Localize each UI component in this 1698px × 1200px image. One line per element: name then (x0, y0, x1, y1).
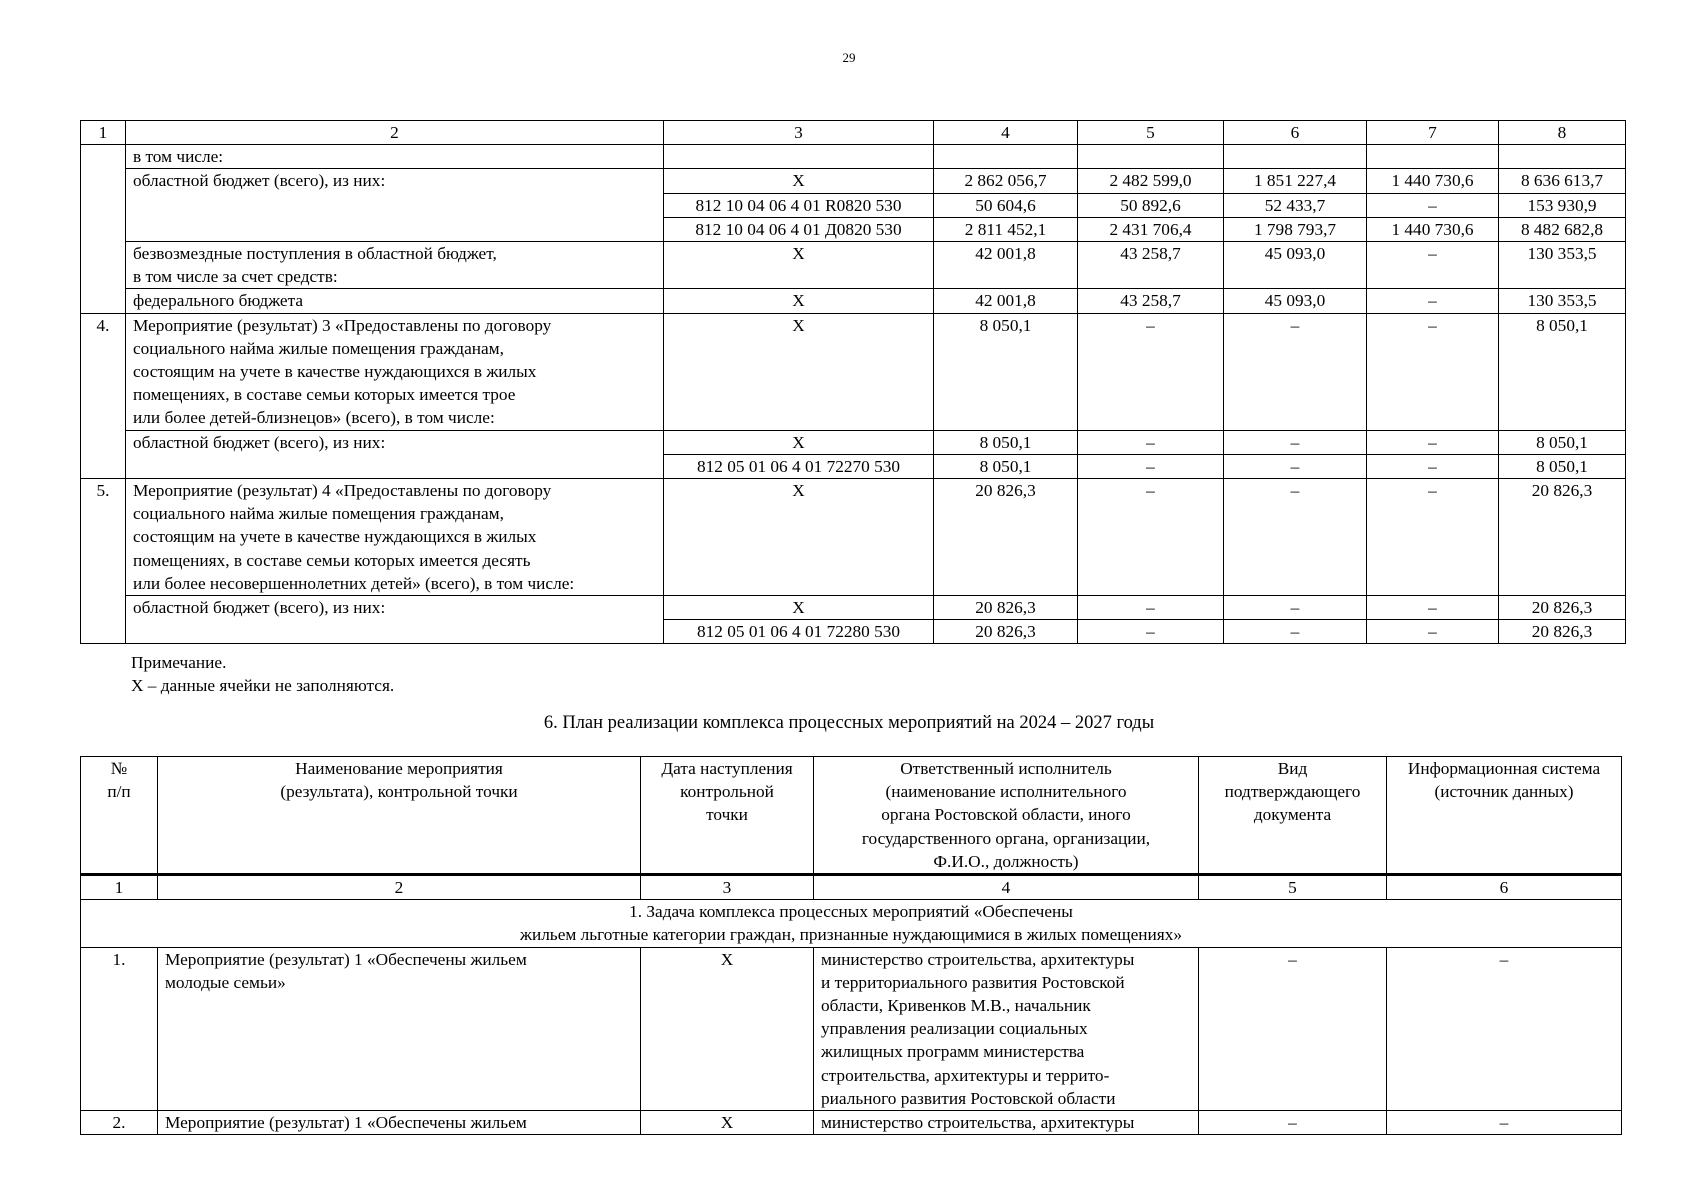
value-cell: 20 826,3 (1499, 479, 1626, 596)
code-cell: X (664, 596, 934, 620)
table-row (81, 947, 1622, 1110)
value-cell: 20 826,3 (934, 596, 1078, 620)
budget-col-header: 8 (1499, 121, 1626, 145)
value-cell: 20 826,3 (934, 479, 1078, 596)
value-cell: 130 353,5 (1499, 242, 1626, 289)
plan-col-header-system: Информационная система (источник данных) (1387, 757, 1622, 875)
budget-col-header: 2 (126, 121, 664, 145)
plan-row-doc: – (1199, 947, 1387, 1110)
plan-task-row (81, 900, 1622, 947)
plan-row-system: – (1387, 947, 1622, 1110)
row-label: безвозмездные поступления в областной бюджет, в том числе за счет средств: (126, 242, 664, 289)
value-cell: – (1078, 313, 1224, 430)
value-cell: 153 930,9 (1499, 193, 1626, 217)
value-cell: – (1078, 479, 1224, 596)
plan-number-row (81, 875, 1622, 900)
code-cell: X (664, 289, 934, 313)
plan-col-header-doc: Вид подтверждающего документа (1199, 757, 1387, 875)
value-cell: 20 826,3 (1499, 596, 1626, 620)
code-cell: 812 05 01 06 4 01 72270 530 (664, 454, 934, 478)
row-label: в том числе: (126, 145, 664, 169)
budget-col-header: 6 (1224, 121, 1367, 145)
value-cell: 8 482 682,8 (1499, 217, 1626, 241)
plan-row-date: X (641, 1111, 814, 1135)
plan-col-number: 4 (814, 875, 1199, 900)
table-row (81, 169, 1626, 193)
value-cell: 8 050,1 (934, 430, 1078, 454)
plan-col-number: 2 (158, 875, 641, 900)
value-cell: 45 093,0 (1224, 242, 1367, 289)
table-row (81, 479, 1626, 596)
value-cell: 43 258,7 (1078, 289, 1224, 313)
value-cell: 2 482 599,0 (1078, 169, 1224, 193)
plan-row-number: 2. (81, 1111, 158, 1135)
value-cell: 8 050,1 (1499, 454, 1626, 478)
note-title: Примечание. (131, 653, 227, 672)
value-cell: 1 798 793,7 (1224, 217, 1367, 241)
value-cell: – (1224, 596, 1367, 620)
code-cell: 812 10 04 06 4 01 Д0820 530 (664, 217, 934, 241)
plan-col-header-responsible: Ответственный исполнитель (наименование исполнительного органа Ростовской области, иного государственного органа, организации, Ф.И.О., должность) (814, 757, 1199, 875)
note (131, 651, 394, 697)
value-cell: 8 050,1 (934, 313, 1078, 430)
value-cell: – (1078, 430, 1224, 454)
value-cell: 45 093,0 (1224, 289, 1367, 313)
value-cell: – (1078, 596, 1224, 620)
code-cell: X (664, 430, 934, 454)
row-label: федерального бюджета (126, 289, 664, 313)
budget-col-header: 4 (934, 121, 1078, 145)
budget-table (80, 120, 1626, 644)
value-cell: 130 353,5 (1499, 289, 1626, 313)
value-cell: – (1367, 454, 1499, 478)
code-cell: 812 10 04 06 4 01 R0820 530 (664, 193, 934, 217)
value-cell: 2 811 452,1 (934, 217, 1078, 241)
plan-col-header-date: Дата наступления контрольной точки (641, 757, 814, 875)
value-cell: – (1078, 620, 1224, 644)
page-number: 29 (842, 50, 856, 65)
budget-header-row (81, 121, 1626, 145)
value-cell: 42 001,8 (934, 242, 1078, 289)
plan-task-title: 1. Задача комплекса процессных мероприятий «Обеспечены жильем льготные категории граждан, признанные нуждающимися в жилых помещениях» (81, 900, 1622, 947)
plan-row-name: Мероприятие (результат) 1 «Обеспечены жильем молодые семьи» (158, 947, 641, 1110)
plan-row-responsible: министерство строительства, архитектуры и территориального развития Ростовской области, Кривенков М.В., начальник управления реализации социальных жилищных программ министерства строительства, архитектуры и террито- риального развития Ростовской области (814, 947, 1199, 1110)
table-row (81, 1111, 1622, 1135)
plan-col-header-name: Наименование мероприятия (результата), контрольной точки (158, 757, 641, 875)
value-cell: – (1367, 620, 1499, 644)
value-cell: – (1224, 620, 1367, 644)
value-cell: – (1367, 596, 1499, 620)
table-row (81, 313, 1626, 430)
value-cell: 20 826,3 (934, 620, 1078, 644)
value-cell: – (1224, 430, 1367, 454)
value-cell: 8 050,1 (1499, 313, 1626, 430)
table-row (81, 596, 1626, 620)
table-row (81, 430, 1626, 454)
budget-col-header: 1 (81, 121, 126, 145)
value-cell: 1 440 730,6 (1367, 169, 1499, 193)
plan-col-number: 5 (1199, 875, 1387, 900)
value-cell: – (1367, 430, 1499, 454)
code-cell: X (664, 242, 934, 289)
value-cell: 2 431 706,4 (1078, 217, 1224, 241)
value-cell: 1 440 730,6 (1367, 217, 1499, 241)
value-cell: – (1078, 454, 1224, 478)
budget-col-header: 3 (664, 121, 934, 145)
note-text: X – данные ячейки не заполняются. (131, 676, 395, 696)
value-cell: 8 636 613,7 (1499, 169, 1626, 193)
code-cell: X (664, 313, 934, 430)
budget-col-header: 5 (1078, 121, 1224, 145)
value-cell: 1 851 227,4 (1224, 169, 1367, 193)
value-cell: – (1367, 242, 1499, 289)
code-cell: 812 05 01 06 4 01 72280 530 (664, 620, 934, 644)
value-cell: – (1367, 479, 1499, 596)
code-cell: X (664, 479, 934, 596)
table-row (81, 145, 1626, 169)
table-row (81, 289, 1626, 313)
value-cell: – (1367, 289, 1499, 313)
plan-row-name: Мероприятие (результат) 1 «Обеспечены жильем (158, 1111, 641, 1135)
plan-col-number: 3 (641, 875, 814, 900)
row-label: областной бюджет (всего), из них: (126, 169, 664, 242)
value-cell: 8 050,1 (1499, 430, 1626, 454)
table-row (81, 242, 1626, 289)
row-number: 4. (81, 313, 126, 478)
value-cell: – (1224, 313, 1367, 430)
value-cell: 2 862 056,7 (934, 169, 1078, 193)
plan-row-system: – (1387, 1111, 1622, 1135)
value-cell: 52 433,7 (1224, 193, 1367, 217)
plan-header-row (81, 757, 1622, 875)
value-cell: 20 826,3 (1499, 620, 1626, 644)
value-cell: – (1224, 479, 1367, 596)
plan-row-number: 1. (81, 947, 158, 1110)
code-cell: X (664, 169, 934, 193)
value-cell: 42 001,8 (934, 289, 1078, 313)
value-cell: 43 258,7 (1078, 242, 1224, 289)
plan-row-responsible: министерство строительства, архитектуры (814, 1111, 1199, 1135)
value-cell: – (1224, 454, 1367, 478)
value-cell: 8 050,1 (934, 454, 1078, 478)
plan-row-date: X (641, 947, 814, 1110)
value-cell: – (1367, 193, 1499, 217)
row-label: Мероприятие (результат) 3 «Предоставлены по договору социального найма жилые помещения гражданам, состоящим на учете в качестве нуждающихся в жилых помещениях, в составе семьи которых имеется трое или более детей-близнецов» (всего), в том числе: (126, 313, 664, 430)
plan-col-number: 1 (81, 875, 158, 900)
value-cell: – (1367, 313, 1499, 430)
plan-col-number: 6 (1387, 875, 1622, 900)
plan-table (80, 756, 1622, 1135)
row-label: областной бюджет (всего), из них: (126, 596, 664, 644)
value-cell: 50 604,6 (934, 193, 1078, 217)
section-title: 6. План реализации комплекса процессных мероприятий на 2024 – 2027 годы (543, 713, 1155, 733)
budget-col-header: 7 (1367, 121, 1499, 145)
row-label: Мероприятие (результат) 4 «Предоставлены по договору социального найма жилые помещения гражданам, состоящим на учете в качестве нуждающихся в жилых помещениях, в составе семьи которых имеется десять или более несовершеннолетних детей» (всего), в том числе: (126, 479, 664, 596)
plan-col-header-num: № п/п (81, 757, 158, 875)
row-label: областной бюджет (всего), из них: (126, 430, 664, 478)
plan-row-doc: – (1199, 1111, 1387, 1135)
value-cell: 50 892,6 (1078, 193, 1224, 217)
row-number-cell (81, 145, 126, 313)
row-number: 5. (81, 479, 126, 644)
